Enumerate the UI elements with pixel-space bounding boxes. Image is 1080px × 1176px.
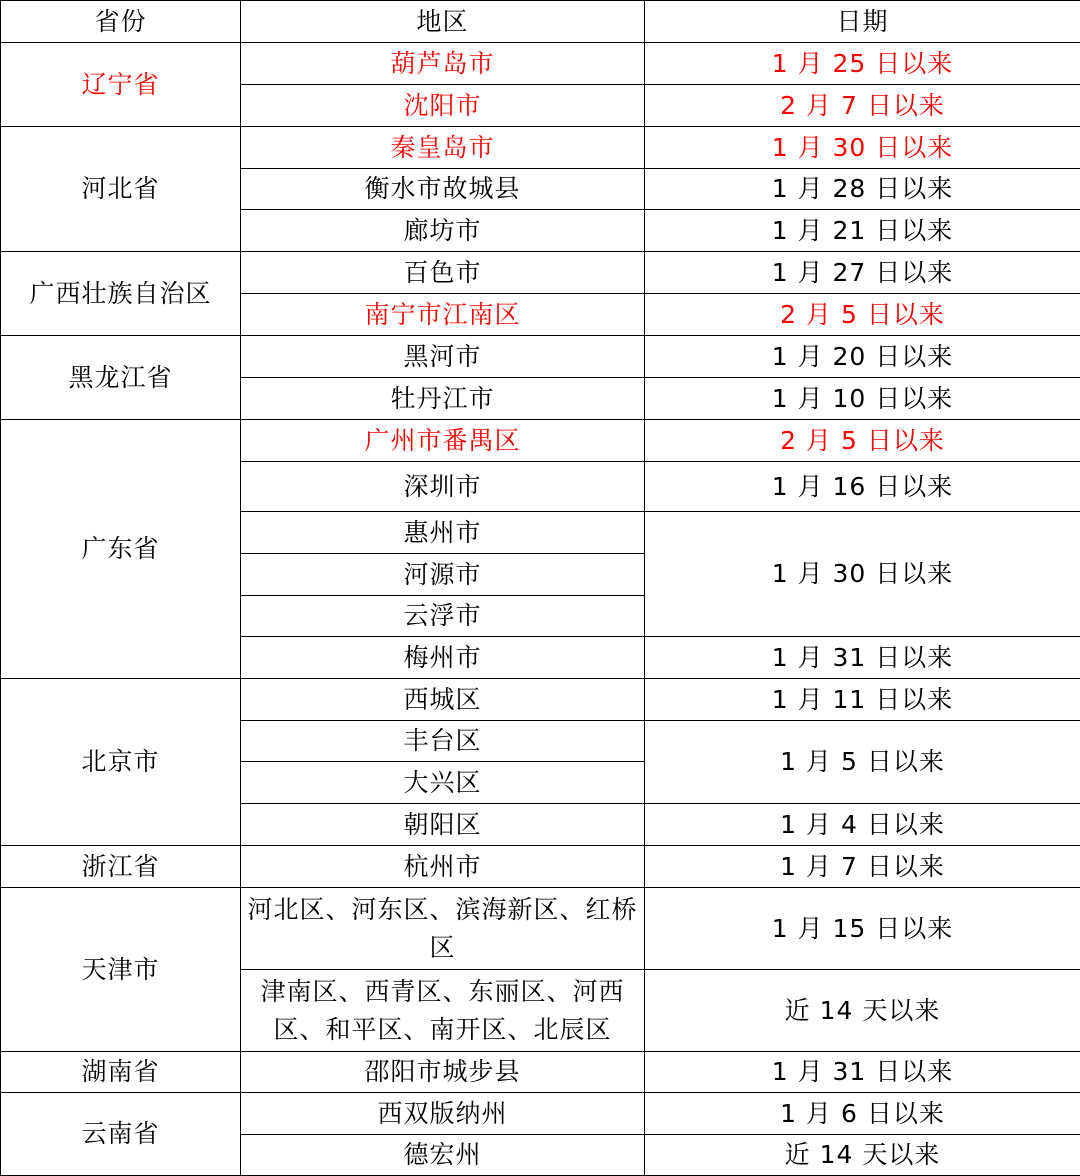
date-cell: 1 月 16 日以来 bbox=[645, 462, 1080, 512]
region-cell: 河北区、河东区、滨海新区、红桥区 bbox=[241, 888, 645, 970]
table-header-row bbox=[1, 1, 1080, 43]
province-cell: 北京市 bbox=[1, 679, 241, 846]
region-cell: 南宁市江南区 bbox=[241, 294, 645, 336]
header-date: 日期 bbox=[645, 1, 1080, 43]
date-cell: 1 月 11 日以来 bbox=[645, 679, 1080, 721]
region-cell: 惠州市 bbox=[241, 512, 645, 554]
region-cell: 黑河市 bbox=[241, 336, 645, 378]
region-cell: 云浮市 bbox=[241, 596, 645, 637]
date-cell: 1 月 21 日以来 bbox=[645, 210, 1080, 252]
region-cell: 丰台区 bbox=[241, 721, 645, 762]
date-cell: 1 月 20 日以来 bbox=[645, 336, 1080, 378]
province-cell: 云南省 bbox=[1, 1093, 241, 1176]
region-cell: 西城区 bbox=[241, 679, 645, 721]
date-cell: 1 月 4 日以来 bbox=[645, 804, 1080, 846]
region-cell: 百色市 bbox=[241, 252, 645, 294]
region-cell: 广州市番禺区 bbox=[241, 420, 645, 462]
table-row bbox=[1, 1093, 1080, 1135]
region-cell: 朝阳区 bbox=[241, 804, 645, 846]
province-cell: 天津市 bbox=[1, 888, 241, 1052]
date-cell: 1 月 30 日以来 bbox=[645, 512, 1080, 637]
table-row bbox=[1, 846, 1080, 888]
province-cell: 广西壮族自治区 bbox=[1, 252, 241, 336]
table-row bbox=[1, 252, 1080, 294]
date-cell: 近 14 天以来 bbox=[645, 1135, 1080, 1176]
region-cell: 邵阳市城步县 bbox=[241, 1052, 645, 1093]
date-cell: 1 月 7 日以来 bbox=[645, 846, 1080, 888]
date-cell: 1 月 6 日以来 bbox=[645, 1093, 1080, 1135]
region-cell: 衡水市故城县 bbox=[241, 169, 645, 210]
date-cell: 1 月 27 日以来 bbox=[645, 252, 1080, 294]
region-cell: 秦皇岛市 bbox=[241, 127, 645, 169]
date-cell: 1 月 28 日以来 bbox=[645, 169, 1080, 210]
province-cell: 湖南省 bbox=[1, 1052, 241, 1093]
table-row bbox=[1, 336, 1080, 378]
province-cell: 广东省 bbox=[1, 420, 241, 679]
header-region: 地区 bbox=[241, 1, 645, 43]
region-cell: 葫芦岛市 bbox=[241, 43, 645, 85]
region-cell: 廊坊市 bbox=[241, 210, 645, 252]
table-row bbox=[1, 420, 1080, 462]
region-cell: 牡丹江市 bbox=[241, 378, 645, 420]
date-cell: 1 月 10 日以来 bbox=[645, 378, 1080, 420]
date-cell: 1 月 15 日以来 bbox=[645, 888, 1080, 970]
date-cell: 2 月 7 日以来 bbox=[645, 85, 1080, 127]
region-cell: 深圳市 bbox=[241, 462, 645, 512]
region-cell: 梅州市 bbox=[241, 637, 645, 679]
header-province: 省份 bbox=[1, 1, 241, 43]
date-cell: 1 月 5 日以来 bbox=[645, 721, 1080, 804]
date-cell: 2 月 5 日以来 bbox=[645, 294, 1080, 336]
region-cell: 西双版纳州 bbox=[241, 1093, 645, 1135]
table-row bbox=[1, 43, 1080, 85]
region-cell: 津南区、西青区、东丽区、河西区、和平区、南开区、北辰区 bbox=[241, 970, 645, 1052]
region-cell: 大兴区 bbox=[241, 762, 645, 804]
province-cell: 黑龙江省 bbox=[1, 336, 241, 420]
table-row bbox=[1, 127, 1080, 169]
date-cell: 1 月 25 日以来 bbox=[645, 43, 1080, 85]
date-cell: 1 月 31 日以来 bbox=[645, 637, 1080, 679]
date-cell: 近 14 天以来 bbox=[645, 970, 1080, 1052]
table-row bbox=[1, 679, 1080, 721]
table-row bbox=[1, 1052, 1080, 1093]
region-cell: 河源市 bbox=[241, 554, 645, 596]
date-cell: 1 月 30 日以来 bbox=[645, 127, 1080, 169]
region-cell: 杭州市 bbox=[241, 846, 645, 888]
province-cell: 河北省 bbox=[1, 127, 241, 252]
province-cell: 浙江省 bbox=[1, 846, 241, 888]
date-cell: 2 月 5 日以来 bbox=[645, 420, 1080, 462]
region-cell: 德宏州 bbox=[241, 1135, 645, 1176]
table-row bbox=[1, 888, 1080, 970]
region-cell: 沈阳市 bbox=[241, 85, 645, 127]
province-cell: 辽宁省 bbox=[1, 43, 241, 127]
date-cell: 1 月 31 日以来 bbox=[645, 1052, 1080, 1093]
